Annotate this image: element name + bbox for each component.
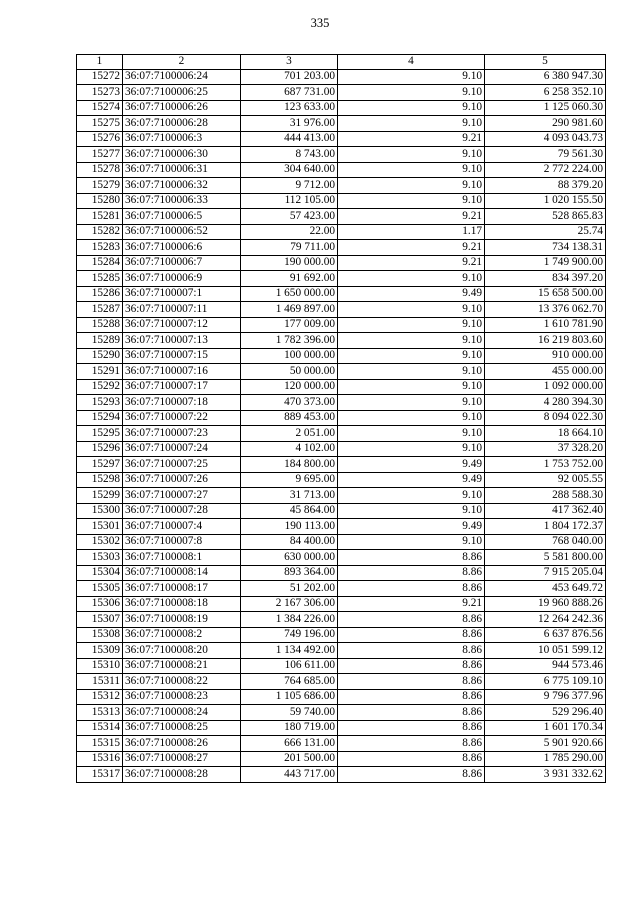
table-header-row [77,55,606,70]
value-cell: 6 380 947.30 [485,69,606,85]
table-row [77,612,606,628]
rate-cell: 8.86 [338,550,485,566]
value-cell: 455 000.00 [485,364,606,380]
rate-cell: 9.10 [338,147,485,163]
rate-cell: 9.10 [338,503,485,519]
row-number-cell: 15295 [77,426,123,442]
row-number-cell: 15302 [77,534,123,550]
area-cell: 443 717.00 [241,767,338,783]
row-number-cell: 15306 [77,596,123,612]
rate-cell: 8.86 [338,612,485,628]
row-number-cell: 15278 [77,162,123,178]
rate-cell: 8.86 [338,767,485,783]
area-cell: 9 695.00 [241,472,338,488]
value-cell: 25.74 [485,224,606,240]
value-cell: 1 020 155.50 [485,193,606,209]
cadastral-number-cell: 36:07:7100007:22 [123,410,241,426]
row-number-cell: 15289 [77,333,123,349]
row-number-cell: 15279 [77,178,123,194]
rate-cell: 9.10 [338,426,485,442]
row-number-cell: 15277 [77,147,123,163]
value-cell: 734 138.31 [485,240,606,256]
area-cell: 2 051.00 [241,426,338,442]
cadastral-number-cell: 36:07:7100007:16 [123,364,241,380]
cadastral-number-cell: 36:07:7100007:17 [123,379,241,395]
rate-cell: 9.21 [338,255,485,271]
value-cell: 1 785 290.00 [485,751,606,767]
data-table [76,54,606,783]
value-cell: 1 749 900.00 [485,255,606,271]
value-cell: 290 981.60 [485,116,606,132]
value-cell: 417 362.40 [485,503,606,519]
cadastral-number-cell: 36:07:7100008:25 [123,720,241,736]
area-cell: 749 196.00 [241,627,338,643]
cadastral-number-cell: 36:07:7100007:8 [123,534,241,550]
row-number-cell: 15287 [77,302,123,318]
cadastral-number-cell: 36:07:7100007:15 [123,348,241,364]
table-row [77,705,606,721]
cadastral-number-cell: 36:07:7100006:3 [123,131,241,147]
rate-cell: 9.10 [338,100,485,116]
rate-cell: 8.86 [338,674,485,690]
rate-cell: 9.10 [338,193,485,209]
header-cell: 1 [77,55,123,70]
area-cell: 100 000.00 [241,348,338,364]
table-row [77,193,606,209]
rate-cell: 9.10 [338,410,485,426]
row-number-cell: 15298 [77,472,123,488]
row-number-cell: 15276 [77,131,123,147]
rate-cell: 9.10 [338,302,485,318]
area-cell: 50 000.00 [241,364,338,380]
row-number-cell: 15316 [77,751,123,767]
cadastral-number-cell: 36:07:7100007:13 [123,333,241,349]
table-row [77,581,606,597]
header-cell: 3 [241,55,338,70]
table-row [77,658,606,674]
area-cell: 201 500.00 [241,751,338,767]
value-cell: 1 092 000.00 [485,379,606,395]
cadastral-number-cell: 36:07:7100006:25 [123,85,241,101]
rate-cell: 9.10 [338,162,485,178]
value-cell: 16 219 803.60 [485,333,606,349]
row-number-cell: 15317 [77,767,123,783]
value-cell: 18 664.10 [485,426,606,442]
table-row [77,178,606,194]
table-row [77,395,606,411]
area-cell: 8 743.00 [241,147,338,163]
value-cell: 3 931 332.62 [485,767,606,783]
value-cell: 4 093 043.73 [485,131,606,147]
rate-cell: 9.21 [338,596,485,612]
rate-cell: 9.10 [338,116,485,132]
table-row [77,627,606,643]
area-cell: 91 692.00 [241,271,338,287]
row-number-cell: 15308 [77,627,123,643]
row-number-cell: 15284 [77,255,123,271]
cadastral-number-cell: 36:07:7100008:21 [123,658,241,674]
table-row [77,271,606,287]
row-number-cell: 15288 [77,317,123,333]
value-cell: 768 040.00 [485,534,606,550]
area-cell: 177 009.00 [241,317,338,333]
rate-cell: 9.49 [338,286,485,302]
table-row [77,302,606,318]
row-number-cell: 15315 [77,736,123,752]
row-number-cell: 15313 [77,705,123,721]
value-cell: 6 258 352.10 [485,85,606,101]
rate-cell: 9.21 [338,131,485,147]
rate-cell: 8.86 [338,689,485,705]
cadastral-number-cell: 36:07:7100007:4 [123,519,241,535]
area-cell: 1 134 492.00 [241,643,338,659]
cadastral-number-cell: 36:07:7100007:23 [123,426,241,442]
cadastral-number-cell: 36:07:7100006:31 [123,162,241,178]
row-number-cell: 15283 [77,240,123,256]
row-number-cell: 15304 [77,565,123,581]
table-row [77,596,606,612]
area-cell: 84 400.00 [241,534,338,550]
table-row [77,147,606,163]
row-number-cell: 15275 [77,116,123,132]
value-cell: 1 804 172.37 [485,519,606,535]
area-cell: 764 685.00 [241,674,338,690]
header-cell: 2 [123,55,241,70]
row-number-cell: 15294 [77,410,123,426]
table-row [77,736,606,752]
row-number-cell: 15310 [77,658,123,674]
table-row [77,379,606,395]
cadastral-number-cell: 36:07:7100006:52 [123,224,241,240]
rate-cell: 8.86 [338,736,485,752]
table-row [77,472,606,488]
rate-cell: 9.21 [338,240,485,256]
table-row [77,565,606,581]
cadastral-number-cell: 36:07:7100008:17 [123,581,241,597]
table-row [77,720,606,736]
rate-cell: 8.86 [338,565,485,581]
rate-cell: 9.10 [338,317,485,333]
cadastral-number-cell: 36:07:7100006:33 [123,193,241,209]
header-cell: 5 [485,55,606,70]
cadastral-number-cell: 36:07:7100008:27 [123,751,241,767]
area-cell: 889 453.00 [241,410,338,426]
rate-cell: 9.10 [338,271,485,287]
value-cell: 5 901 920.66 [485,736,606,752]
area-cell: 1 782 396.00 [241,333,338,349]
table-row [77,69,606,85]
value-cell: 944 573.46 [485,658,606,674]
cadastral-number-cell: 36:07:7100008:19 [123,612,241,628]
row-number-cell: 15273 [77,85,123,101]
rate-cell: 9.10 [338,178,485,194]
value-cell: 529 296.40 [485,705,606,721]
rate-cell: 9.10 [338,534,485,550]
cadastral-number-cell: 36:07:7100006:28 [123,116,241,132]
rate-cell: 9.21 [338,209,485,225]
value-cell: 10 051 599.12 [485,643,606,659]
cadastral-number-cell: 36:07:7100006:9 [123,271,241,287]
area-cell: 1 105 686.00 [241,689,338,705]
table-row [77,333,606,349]
rate-cell: 9.49 [338,519,485,535]
cadastral-number-cell: 36:07:7100006:24 [123,69,241,85]
cadastral-number-cell: 36:07:7100008:22 [123,674,241,690]
rate-cell: 9.10 [338,395,485,411]
area-cell: 22.00 [241,224,338,240]
area-cell: 106 611.00 [241,658,338,674]
area-cell: 31 976.00 [241,116,338,132]
area-cell: 444 413.00 [241,131,338,147]
table-row [77,255,606,271]
value-cell: 528 865.83 [485,209,606,225]
rate-cell: 9.10 [338,69,485,85]
row-number-cell: 15282 [77,224,123,240]
rate-cell: 9.10 [338,379,485,395]
area-cell: 190 000.00 [241,255,338,271]
cadastral-number-cell: 36:07:7100006:5 [123,209,241,225]
value-cell: 13 376 062.70 [485,302,606,318]
row-number-cell: 15312 [77,689,123,705]
table-row [77,317,606,333]
table-row [77,488,606,504]
area-cell: 893 364.00 [241,565,338,581]
cadastral-number-cell: 36:07:7100008:20 [123,643,241,659]
table-row [77,364,606,380]
cadastral-number-cell: 36:07:7100006:7 [123,255,241,271]
row-number-cell: 15311 [77,674,123,690]
row-number-cell: 15309 [77,643,123,659]
value-cell: 92 005.55 [485,472,606,488]
area-cell: 123 633.00 [241,100,338,116]
cadastral-number-cell: 36:07:7100008:23 [123,689,241,705]
value-cell: 2 772 224.00 [485,162,606,178]
table-row [77,674,606,690]
cadastral-number-cell: 36:07:7100006:30 [123,147,241,163]
area-cell: 190 113.00 [241,519,338,535]
cadastral-number-cell: 36:07:7100007:1 [123,286,241,302]
value-cell: 37 328.20 [485,441,606,457]
value-cell: 4 280 394.30 [485,395,606,411]
rate-cell: 8.86 [338,643,485,659]
area-cell: 687 731.00 [241,85,338,101]
cadastral-number-cell: 36:07:7100008:14 [123,565,241,581]
area-cell: 59 740.00 [241,705,338,721]
rate-cell: 8.86 [338,705,485,721]
rate-cell: 9.49 [338,472,485,488]
table-row [77,457,606,473]
cadastral-number-cell: 36:07:7100007:28 [123,503,241,519]
row-number-cell: 15303 [77,550,123,566]
cadastral-number-cell: 36:07:7100008:2 [123,627,241,643]
rate-cell: 9.10 [338,441,485,457]
rate-cell: 9.10 [338,348,485,364]
row-number-cell: 15291 [77,364,123,380]
area-cell: 51 202.00 [241,581,338,597]
value-cell: 9 796 377.96 [485,689,606,705]
cadastral-number-cell: 36:07:7100006:26 [123,100,241,116]
row-number-cell: 15301 [77,519,123,535]
rate-cell: 1.17 [338,224,485,240]
value-cell: 453 649.72 [485,581,606,597]
rate-cell: 9.10 [338,85,485,101]
table-row [77,519,606,535]
table-row [77,162,606,178]
area-cell: 180 719.00 [241,720,338,736]
cadastral-number-cell: 36:07:7100006:32 [123,178,241,194]
row-number-cell: 15292 [77,379,123,395]
table-row [77,751,606,767]
value-cell: 8 094 022.30 [485,410,606,426]
rate-cell: 8.86 [338,751,485,767]
area-cell: 630 000.00 [241,550,338,566]
row-number-cell: 15299 [77,488,123,504]
table-row [77,286,606,302]
table-row [77,410,606,426]
value-cell: 910 000.00 [485,348,606,364]
row-number-cell: 15307 [77,612,123,628]
row-number-cell: 15293 [77,395,123,411]
rate-cell: 9.10 [338,488,485,504]
area-cell: 304 640.00 [241,162,338,178]
page-number: 335 [310,16,330,30]
area-cell: 31 713.00 [241,488,338,504]
row-number-cell: 15314 [77,720,123,736]
value-cell: 1 610 781.90 [485,317,606,333]
area-cell: 2 167 306.00 [241,596,338,612]
row-number-cell: 15297 [77,457,123,473]
area-cell: 4 102.00 [241,441,338,457]
table-row [77,131,606,147]
cadastral-number-cell: 36:07:7100008:18 [123,596,241,612]
area-cell: 120 000.00 [241,379,338,395]
rate-cell: 9.49 [338,457,485,473]
cadastral-number-cell: 36:07:7100008:28 [123,767,241,783]
value-cell: 15 658 500.00 [485,286,606,302]
row-number-cell: 15290 [77,348,123,364]
row-number-cell: 15305 [77,581,123,597]
cadastral-number-cell: 36:07:7100007:11 [123,302,241,318]
header-cell: 4 [338,55,485,70]
value-cell: 1 753 752.00 [485,457,606,473]
row-number-cell: 15281 [77,209,123,225]
area-cell: 57 423.00 [241,209,338,225]
table-row [77,643,606,659]
rate-cell: 9.10 [338,333,485,349]
rate-cell: 8.86 [338,627,485,643]
table-row [77,348,606,364]
value-cell: 1 125 060.30 [485,100,606,116]
table-row [77,85,606,101]
table-row [77,426,606,442]
table-body [77,55,606,783]
rate-cell: 8.86 [338,581,485,597]
area-cell: 45 864.00 [241,503,338,519]
row-number-cell: 15286 [77,286,123,302]
cadastral-number-cell: 36:07:7100007:26 [123,472,241,488]
value-cell: 6 775 109.10 [485,674,606,690]
cadastral-number-cell: 36:07:7100006:6 [123,240,241,256]
value-cell: 7 915 205.04 [485,565,606,581]
value-cell: 6 637 876.56 [485,627,606,643]
rate-cell: 8.86 [338,720,485,736]
table-row [77,767,606,783]
rate-cell: 9.10 [338,364,485,380]
table-row [77,224,606,240]
row-number-cell: 15285 [77,271,123,287]
rate-cell: 8.86 [338,658,485,674]
row-number-cell: 15300 [77,503,123,519]
table-row [77,550,606,566]
row-number-cell: 15280 [77,193,123,209]
area-cell: 701 203.00 [241,69,338,85]
area-cell: 1 650 000.00 [241,286,338,302]
row-number-cell: 15296 [77,441,123,457]
area-cell: 112 105.00 [241,193,338,209]
table-row [77,503,606,519]
table-row [77,100,606,116]
row-number-cell: 15272 [77,69,123,85]
row-number-cell: 15274 [77,100,123,116]
cadastral-number-cell: 36:07:7100007:24 [123,441,241,457]
cadastral-number-cell: 36:07:7100008:1 [123,550,241,566]
value-cell: 88 379.20 [485,178,606,194]
area-cell: 9 712.00 [241,178,338,194]
cadastral-number-cell: 36:07:7100007:27 [123,488,241,504]
table-row [77,534,606,550]
area-cell: 184 800.00 [241,457,338,473]
value-cell: 288 588.30 [485,488,606,504]
table-row [77,689,606,705]
value-cell: 19 960 888.26 [485,596,606,612]
area-cell: 1 384 226.00 [241,612,338,628]
area-cell: 79 711.00 [241,240,338,256]
cadastral-number-cell: 36:07:7100008:26 [123,736,241,752]
cadastral-number-cell: 36:07:7100008:24 [123,705,241,721]
table-row [77,240,606,256]
area-cell: 470 373.00 [241,395,338,411]
value-cell: 12 264 242.36 [485,612,606,628]
cadastral-number-cell: 36:07:7100007:18 [123,395,241,411]
value-cell: 834 397.20 [485,271,606,287]
cadastral-number-cell: 36:07:7100007:12 [123,317,241,333]
value-cell: 79 561.30 [485,147,606,163]
table-row [77,441,606,457]
value-cell: 1 601 170.34 [485,720,606,736]
area-cell: 1 469 897.00 [241,302,338,318]
table-row [77,116,606,132]
table-row [77,209,606,225]
value-cell: 5 581 800.00 [485,550,606,566]
area-cell: 666 131.00 [241,736,338,752]
cadastral-number-cell: 36:07:7100007:25 [123,457,241,473]
